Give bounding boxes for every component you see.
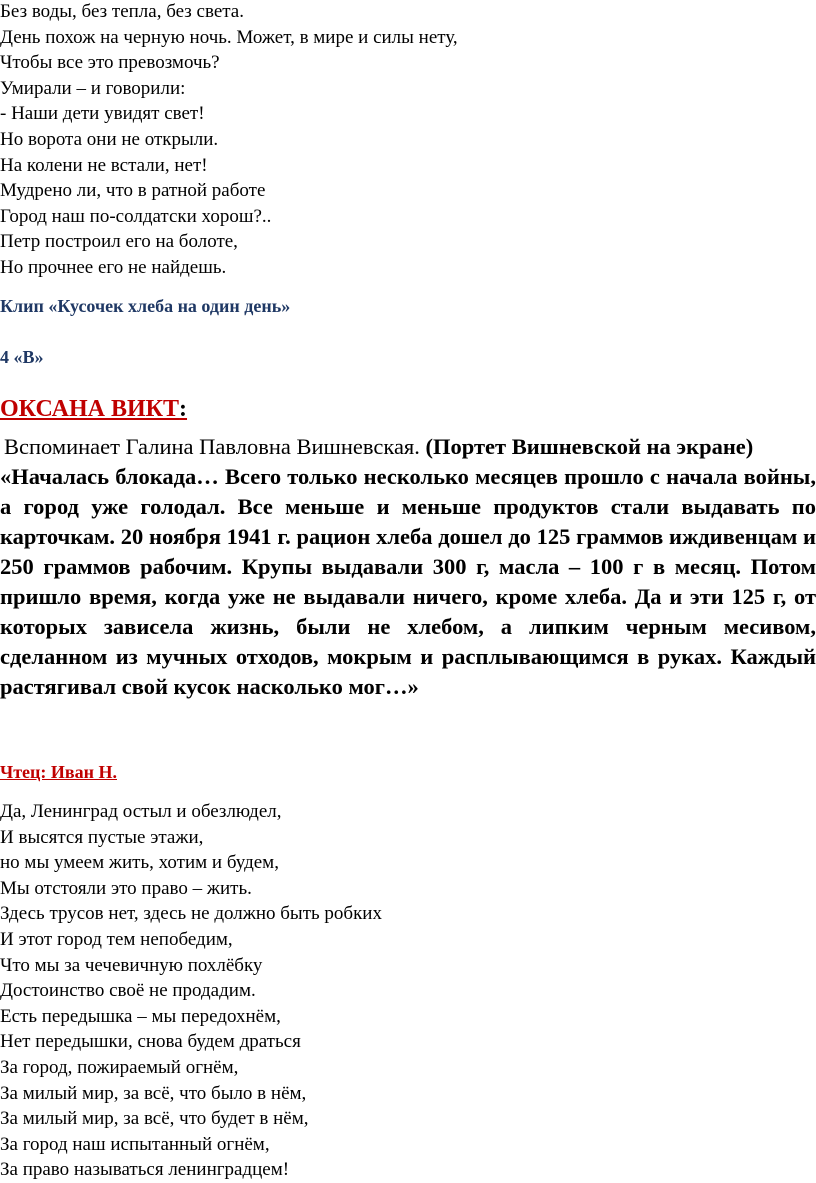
poem-line: Город наш по-солдатски хорош?.. — [0, 205, 272, 227]
poem-line: И этот город тем непобедим, — [0, 928, 233, 950]
poem-line: Умирали – и говорили: — [0, 77, 186, 99]
poem-line: На колени не встали, нет! — [0, 154, 208, 176]
intro-paragraph — [0, 432, 816, 462]
memoir-passage — [0, 432, 816, 702]
poem-line: За милый мир, за всё, что будет в нём, — [0, 1108, 309, 1130]
speaker-name — [0, 396, 187, 423]
poem-line: За город наш испытанный огнём, — [0, 1133, 270, 1155]
poem-line: Без воды, без тепла, без света. — [0, 1, 244, 22]
class-label: 4 «В» — [0, 347, 44, 367]
poem-line: За город, пожираемый огнём, — [0, 1056, 239, 1078]
poem-stanza-1 — [0, 0, 458, 281]
quote-text: «Началась блокада… Всего только несколько месяцев прошло с начала войны, а город уже голодал. Все меньше и меньше продуктов стали выдавать по карточкам. 20 ноября 1941 г. рацион хлеба дошел до 125 граммов иждивенцам и 250 граммов рабочим. Крупы выдавали 300 г, масла – 100 г в месяц. Потом пришло время, когда уже не выдавали ничего, кроме хлеба. Да и эти 125 г, от которых зависела жизнь, были не хлебом, а липким черным месивом, сделанном из мучных отходов, мокрым и расплывающимся в руках. Каждый растягивал свой кусок насколько мог…» — [0, 464, 816, 699]
poem-line: Достоинство своё не продадим. — [0, 980, 256, 1002]
intro-text: Вспоминает Галина Павловна Вишневская. — [4, 434, 420, 459]
poem-line: Мудрено ли, что в ратной работе — [0, 180, 266, 202]
poem-line: День похож на черную ночь. Может, в мире и силы нету, — [0, 26, 458, 48]
speaker-name-text: ОКСАНА ВИКТ — [0, 396, 180, 422]
stage-direction: (Портет Вишневской на экране) — [425, 434, 754, 459]
clip-title: Клип «Кусочек хлеба на один день» — [0, 296, 291, 316]
poem-line: И высятся пустые этажи, — [0, 826, 204, 848]
poem-line: Чтобы все это превозмочь? — [0, 52, 220, 74]
poem-line: Петр построил его на болоте, — [0, 231, 238, 253]
poem-line: Что мы за чечевичную похлёбку — [0, 954, 263, 976]
quote-paragraph — [0, 462, 816, 702]
poem-line: Мы отстояли это право – жить. — [0, 877, 252, 899]
poem-line: Но прочнее его не найдешь. — [0, 256, 227, 278]
poem-line: За право называться ленинградцем! — [0, 1159, 290, 1181]
poem-line: За милый мир, за всё, что было в нём, — [0, 1082, 307, 1104]
poem-line: но мы умеем жить, хотим и будем, — [0, 852, 279, 874]
reader-label: Чтец: Иван Н. — [0, 762, 117, 782]
poem-stanza-2 — [0, 799, 382, 1183]
poem-line: Есть передышка – мы передохнём, — [0, 1005, 281, 1027]
poem-line: - Наши дети увидят свет! — [0, 103, 205, 125]
poem-line: Нет передышки, снова будем драться — [0, 1031, 301, 1053]
speaker-colon: : — [179, 396, 188, 422]
poem-line: Но ворота они не открыли. — [0, 128, 219, 150]
poem-line: Здесь трусов нет, здесь не должно быть робких — [0, 903, 382, 925]
poem-line: Да, Ленинград остыл и обезлюдел, — [0, 801, 282, 822]
